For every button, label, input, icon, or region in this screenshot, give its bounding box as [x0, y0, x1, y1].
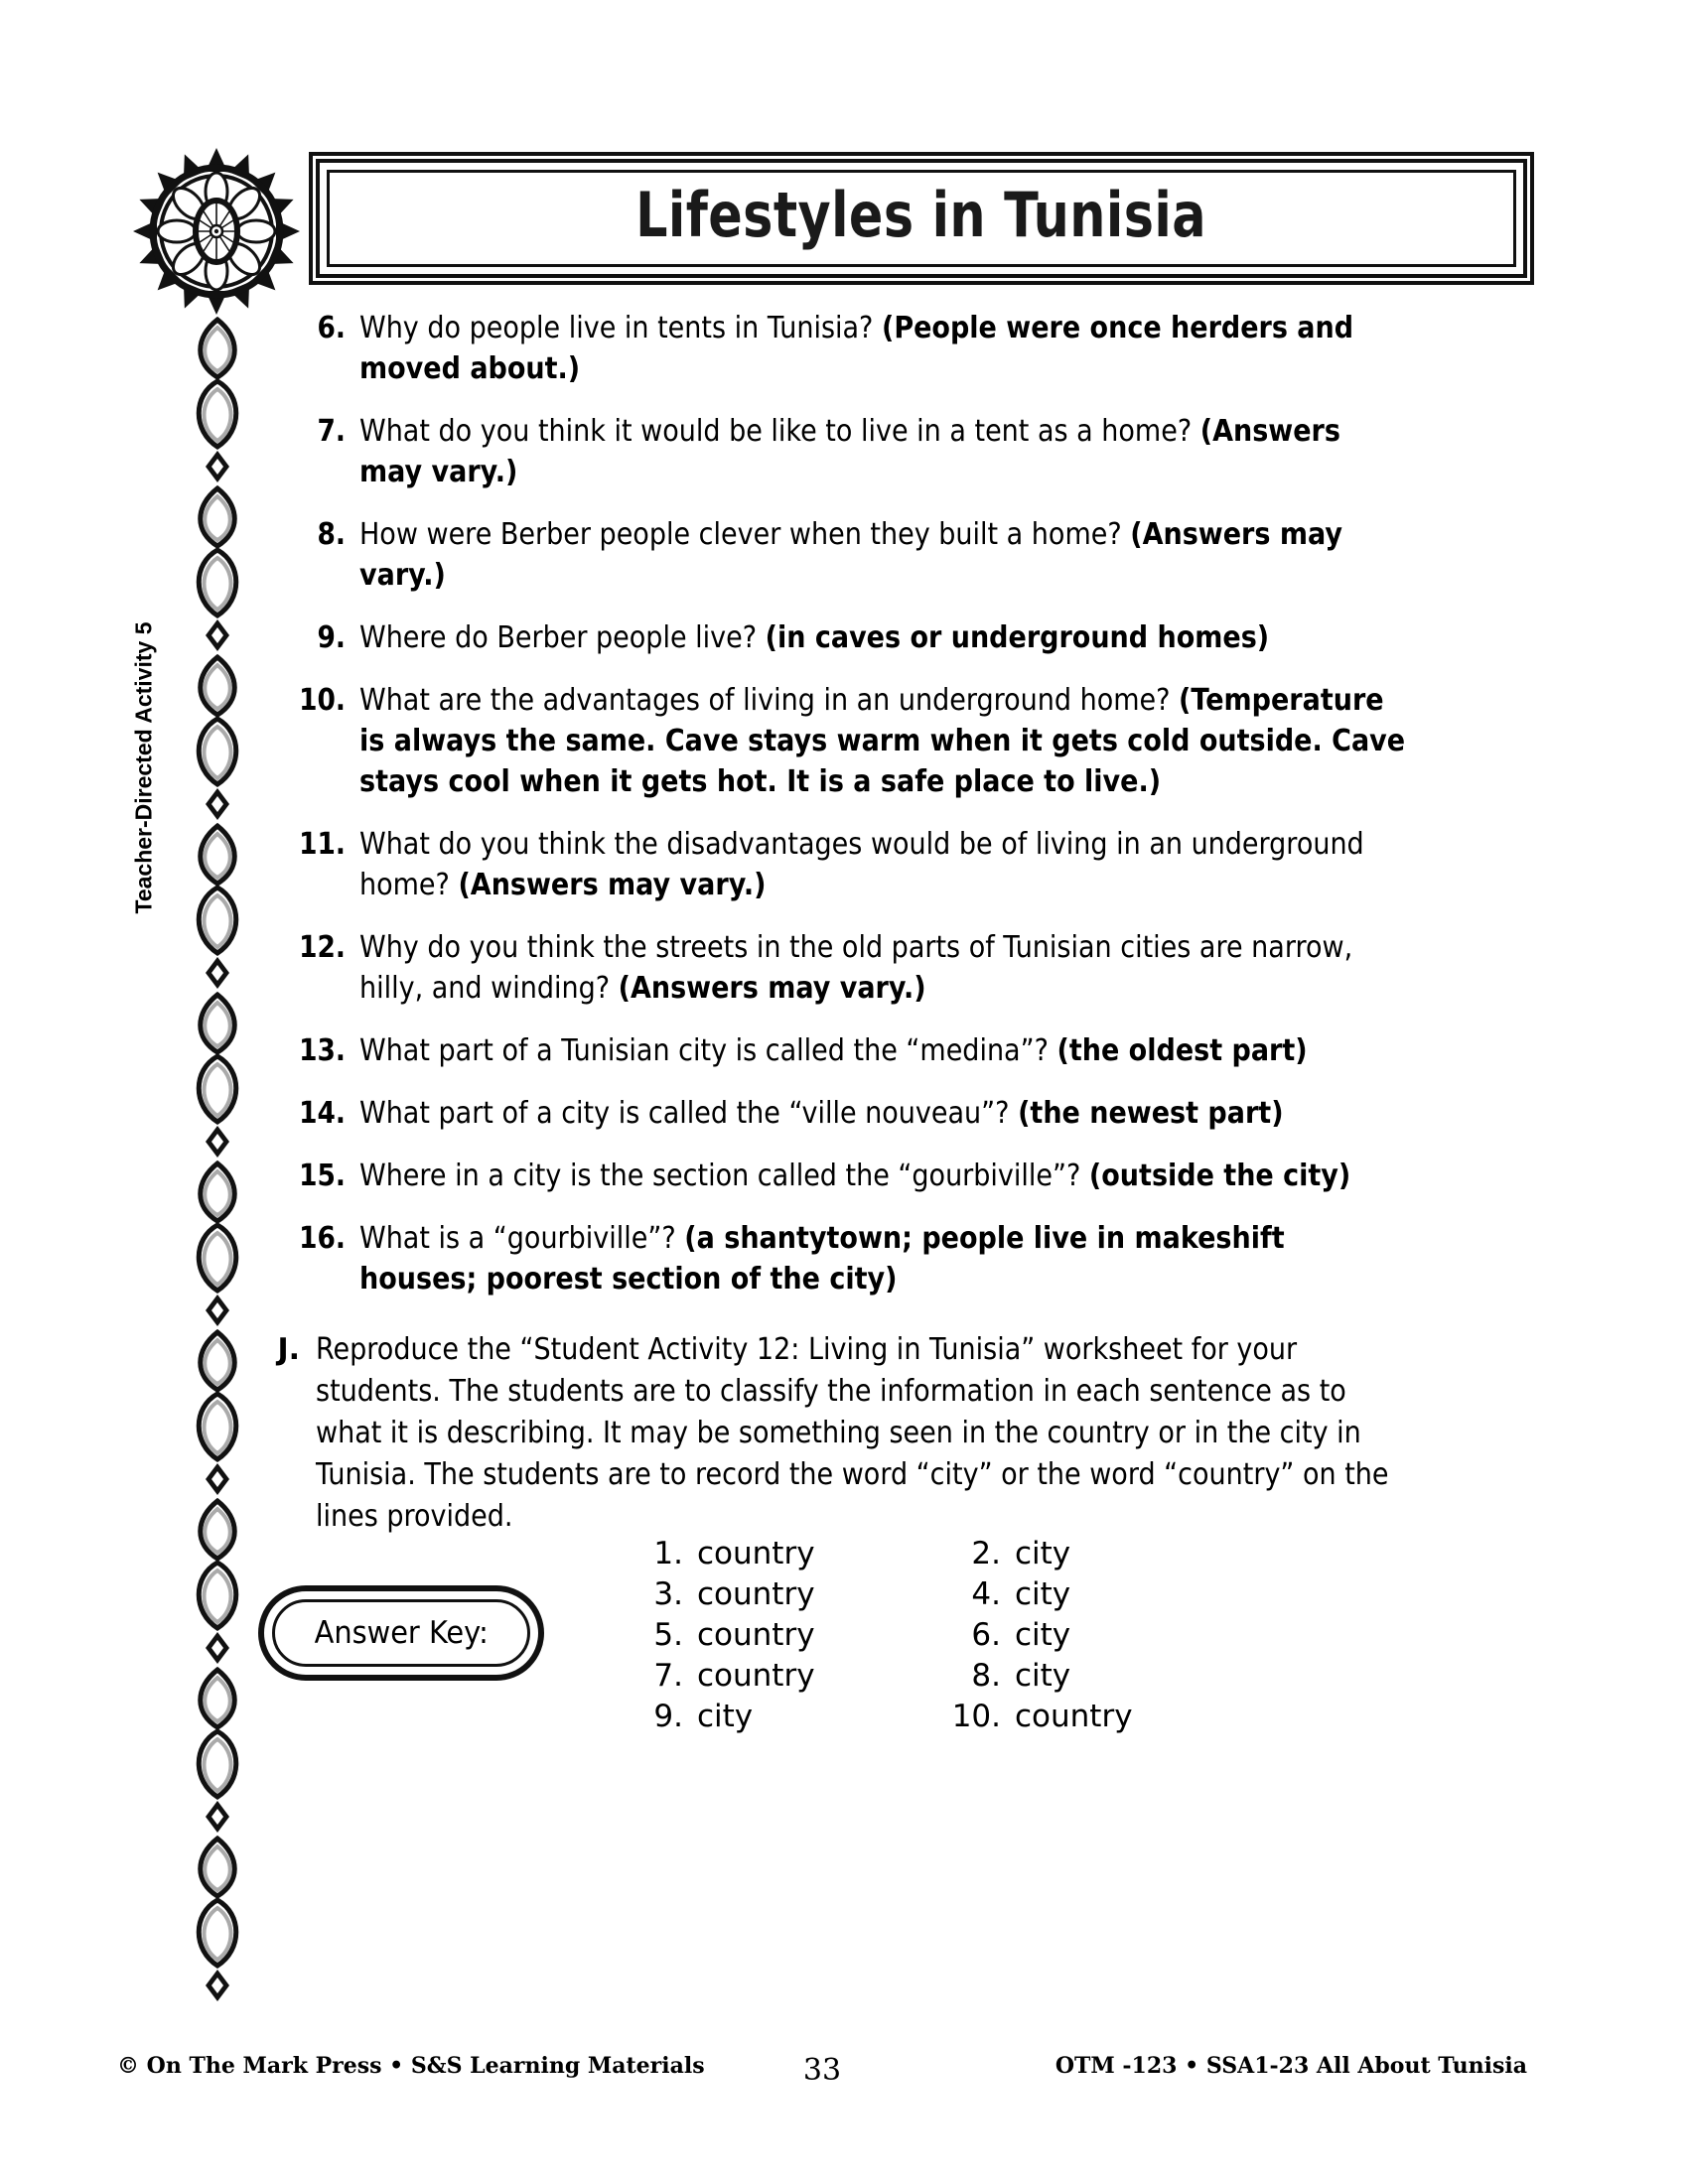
- question-text: Where do Berber people live?: [359, 620, 766, 655]
- question-text: How were Berber people clever when they built a home?: [359, 517, 1131, 552]
- question-item: [286, 927, 1527, 1009]
- question-item: [286, 1093, 1527, 1134]
- question-answer: (Answers may vary.): [618, 971, 926, 1006]
- page-footer: [117, 2053, 1527, 2088]
- question-number: 14.: [299, 1096, 346, 1131]
- answer-key-entry: [626, 1574, 943, 1615]
- lettered-instruction-letter: J.: [277, 1332, 300, 1367]
- answer-key-entry: [943, 1656, 1261, 1697]
- question-body: [359, 1218, 1410, 1299]
- answer-key-entry-number: 2.: [971, 1536, 1001, 1571]
- question-body: [359, 308, 1410, 389]
- question-number: 15.: [299, 1159, 346, 1193]
- question-text: Where in a city is the section called the “gourbiville”?: [359, 1159, 1089, 1193]
- question-item: [286, 1030, 1527, 1071]
- answer-key-entry-value: country: [1015, 1699, 1133, 1734]
- question-number: 10.: [299, 683, 346, 718]
- answer-key-entry-number: 9.: [653, 1699, 683, 1734]
- sidebar-activity-label: Teacher-Directed Activity 5: [130, 621, 157, 914]
- question-answer: (outside the city): [1088, 1159, 1351, 1193]
- answer-key-entry-value: city: [1015, 1658, 1071, 1694]
- question-text: What part of a city is called the “ville nouveau”?: [359, 1096, 1019, 1131]
- question-text: What do you think it would be like to live in a tent as a home?: [359, 414, 1200, 449]
- question-item: [286, 1156, 1527, 1196]
- question-item: [286, 411, 1527, 492]
- question-text: Why do you think the streets in the old parts of Tunisian cities are narrow, hilly, and winding?: [359, 930, 1353, 1006]
- question-item: [286, 680, 1527, 802]
- lettered-instruction-item: [242, 1329, 1527, 1538]
- answer-key-list: [626, 1534, 1261, 1737]
- answer-key-entry-value: city: [1015, 1536, 1071, 1571]
- answer-key-entry-value: city: [1015, 1617, 1071, 1653]
- question-number: 9.: [317, 620, 346, 655]
- answer-key-entry-number: 1.: [653, 1536, 683, 1571]
- question-answer: (People were once herders and moved about.): [359, 311, 1354, 386]
- answer-key-entry-value: country: [697, 1658, 815, 1694]
- answer-key-entry: [626, 1615, 943, 1656]
- question-number: 8.: [317, 517, 346, 552]
- answer-key-entry-number: 3.: [653, 1576, 683, 1612]
- title-banner: [316, 159, 1527, 278]
- footer-page-number: 33: [802, 2053, 842, 2088]
- answer-key-entry-value: city: [697, 1699, 754, 1734]
- question-answer: (Answers may vary.): [458, 868, 767, 902]
- answer-key-entry-value: country: [697, 1576, 815, 1612]
- question-body: [359, 824, 1410, 905]
- answer-key-entry: [943, 1534, 1261, 1574]
- ornamental-border-icon: [175, 316, 260, 2003]
- answer-key-entry-number: 6.: [971, 1617, 1001, 1653]
- question-text: What do you think the disadvantages would be of living in an underground home?: [359, 827, 1364, 902]
- question-body: [359, 1030, 1410, 1071]
- question-number: 7.: [317, 414, 346, 449]
- question-number: 16.: [299, 1221, 346, 1256]
- answer-key-entry: [626, 1656, 943, 1697]
- answer-key-entry-value: city: [1015, 1576, 1071, 1612]
- question-answer: (the newest part): [1018, 1096, 1284, 1131]
- question-number: 13.: [299, 1033, 346, 1068]
- answer-key-badge-label: Answer Key:: [314, 1615, 489, 1651]
- question-number: 12.: [299, 930, 346, 965]
- question-text: What are the advantages of living in an underground home?: [359, 683, 1180, 718]
- question-answer: (in caves or underground homes): [765, 620, 1270, 655]
- question-item: [286, 824, 1527, 905]
- question-body: [359, 411, 1410, 492]
- answer-key-entry: [626, 1697, 943, 1737]
- question-text: Why do people live in tents in Tunisia?: [359, 311, 882, 345]
- answer-key-entry-number: 5.: [653, 1617, 683, 1653]
- lettered-instruction-text: Reproduce the “Student Activity 12: Living in Tunisia” worksheet for your students. The students are to classify the information in each sentence as to what it is describing. It may be something seen in the country or in the city in Tunisia. The students are to record the word “city” or the word “country” on the lines provided.: [316, 1332, 1389, 1534]
- answer-key-entry-number: 10.: [951, 1699, 1001, 1734]
- answer-key-entry-number: 7.: [653, 1658, 683, 1694]
- answer-key-entry: [943, 1574, 1261, 1615]
- questions-list: [277, 308, 1527, 1538]
- question-answer: (Temperature is always the same. Cave stays warm when it gets cold outside. Cave stays cool when it gets hot. It is a safe place to live.): [359, 683, 1406, 799]
- question-number: 6.: [317, 311, 346, 345]
- answer-key-entry: [943, 1697, 1261, 1737]
- answer-key-section: [258, 1534, 1529, 1752]
- question-item: [286, 1218, 1527, 1299]
- answer-key-entry-number: 8.: [971, 1658, 1001, 1694]
- question-item: [286, 308, 1527, 389]
- page-header: [117, 147, 1527, 286]
- question-answer: (Answers may vary.): [359, 414, 1340, 489]
- question-body: [359, 1156, 1410, 1196]
- rosette-medallion-icon: [117, 147, 316, 316]
- question-item: [286, 514, 1527, 596]
- answer-key-entry: [626, 1534, 943, 1574]
- answer-key-entry-value: country: [697, 1617, 815, 1653]
- question-answer: (the oldest part): [1056, 1033, 1308, 1068]
- answer-key-entry-value: country: [697, 1536, 815, 1571]
- answer-key-entry: [943, 1615, 1261, 1656]
- question-body: [359, 514, 1410, 596]
- question-text: What is a “gourbiville”?: [359, 1221, 685, 1256]
- footer-product-code: OTM -123 • SSA1-23 All About Tunisia: [1055, 2053, 1527, 2079]
- question-body: [359, 927, 1410, 1009]
- question-answer: (a shantytown; people live in makeshift houses; poorest section of the city): [359, 1221, 1285, 1297]
- question-item: [286, 617, 1527, 658]
- answer-key-badge: [258, 1585, 544, 1681]
- page-title: Lifestyles in Tunisia: [635, 179, 1207, 251]
- question-body: [359, 680, 1410, 802]
- question-body: [359, 1093, 1410, 1134]
- question-text: What part of a Tunisian city is called the “medina”?: [359, 1033, 1057, 1068]
- footer-copyright: © On The Mark Press • S&S Learning Materials: [117, 2053, 705, 2079]
- question-body: [359, 617, 1410, 658]
- question-number: 11.: [299, 827, 346, 862]
- answer-key-entry-number: 4.: [971, 1576, 1001, 1612]
- question-answer: (Answers may vary.): [359, 517, 1342, 593]
